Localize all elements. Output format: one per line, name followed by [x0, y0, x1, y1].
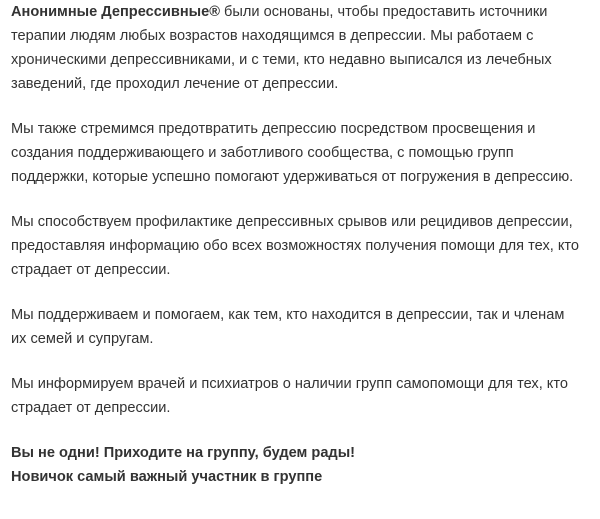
paragraph-family-support: [11, 303, 595, 351]
article-body: [11, 0, 595, 489]
paragraph-prevention: [11, 117, 595, 189]
paragraph-intro: [11, 0, 595, 96]
paragraph-intro-line-4: заведений, где проходил лечение от депрессии.: [11, 76, 339, 92]
paragraph-relapse-line-3: страдает от депрессии.: [11, 262, 171, 278]
paragraph-relapse-line-2: предоставляя информацию обо всех возможностях получения помощи для тех, кто: [11, 238, 580, 254]
paragraph-intro-line-1: [11, 0, 595, 24]
paragraph-intro-line-2: терапии людям любых возрастов находящимся в депрессии. Мы работаем с: [11, 28, 534, 44]
paragraph-relapse: [11, 210, 595, 282]
paragraph-doctors-line-1: Мы информируем врачей и психиатров о наличии групп самопомощи для тех, кто: [11, 376, 568, 392]
paragraph-intro-line-3: хроническими депрессивниками, и с теми, кто недавно выписался из лечебных: [11, 52, 552, 68]
paragraph-family-support-line-2: их семей и супругам.: [11, 331, 154, 347]
paragraph-doctors-line-2: страдает от депрессии.: [11, 400, 171, 416]
paragraph-prevention-line-2: создания поддерживающего и заботливого сообщества, с помощью групп: [11, 145, 514, 161]
organization-name: Анонимные Депрессивные®: [11, 4, 220, 20]
closing-call-to-action: [11, 441, 595, 489]
paragraph-prevention-line-1: Мы также стремимся предотвратить депрессию посредством просвещения и: [11, 121, 536, 137]
paragraph-relapse-line-1: Мы способствуем профилактике депрессивных срывов или рецидивов депрессии,: [11, 214, 573, 230]
paragraph-family-support-line-1: Мы поддерживаем и помогаем, как тем, кто находится в депрессии, так и членам: [11, 307, 565, 323]
closing-line-2: Новичок самый важный участник в группе: [11, 469, 323, 485]
paragraph-doctors: [11, 372, 595, 420]
paragraph-intro-text-1: были основаны, чтобы предоставить источники: [219, 4, 548, 20]
closing-line-1: Вы не одни! Приходите на группу, будем рады!: [11, 445, 356, 461]
paragraph-prevention-line-3: поддержки, которые успешно помогают удерживаться от погружения в депрессию.: [11, 169, 574, 185]
